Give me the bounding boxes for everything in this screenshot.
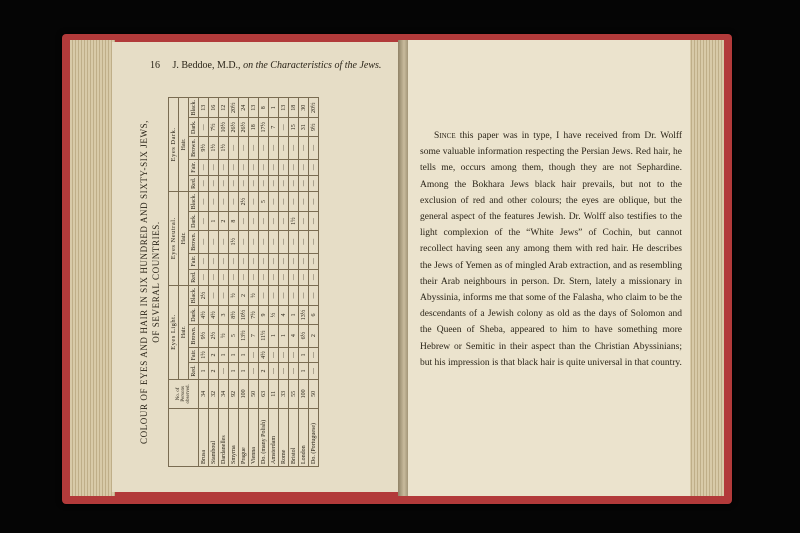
sub-header: Black. xyxy=(189,98,199,119)
table-row xyxy=(199,98,209,467)
value-cell: ½ xyxy=(269,306,279,325)
value-cell: — xyxy=(249,191,259,212)
value-cell: — xyxy=(259,230,269,253)
persons-cell: 34 xyxy=(219,379,229,409)
value-cell: 12 xyxy=(219,98,229,119)
persons-cell: 50 xyxy=(309,379,319,409)
value-cell: — xyxy=(259,175,269,191)
value-cell: 31 xyxy=(299,118,309,137)
value-cell: — xyxy=(279,285,289,306)
value-cell: 2 xyxy=(239,285,249,306)
persons-cell: 92 xyxy=(229,379,239,409)
value-cell: 26½ xyxy=(229,118,239,137)
value-cell: — xyxy=(219,175,229,191)
value-cell: — xyxy=(219,191,229,212)
value-cell: — xyxy=(269,269,279,285)
value-cell: 18 xyxy=(249,118,259,137)
value-cell: 5 xyxy=(229,324,239,347)
value-cell: 2½ xyxy=(209,324,219,347)
sub-header: Brown. xyxy=(189,230,199,253)
value-cell: 5 xyxy=(259,191,269,212)
value-cell: — xyxy=(269,363,279,379)
value-cell: — xyxy=(249,253,259,269)
value-cell: 7 xyxy=(269,118,279,137)
value-cell: 1 xyxy=(269,324,279,347)
page-edges-right xyxy=(688,40,724,496)
city-header xyxy=(169,409,199,467)
value-cell: — xyxy=(269,137,279,160)
value-cell: 2½ xyxy=(239,191,249,212)
value-cell: — xyxy=(219,285,229,306)
value-cell: 8½ xyxy=(229,306,239,325)
value-cell: 9½ xyxy=(199,137,209,160)
value-cell: — xyxy=(199,118,209,137)
value-cell: — xyxy=(279,253,289,269)
city-cell: Prague xyxy=(239,409,249,467)
table-title-line2: OF SEVERAL COUNTRIES. xyxy=(151,221,161,343)
value-cell: — xyxy=(309,159,319,175)
value-cell: — xyxy=(249,137,259,160)
value-cell: — xyxy=(309,253,319,269)
value-cell: — xyxy=(269,347,279,363)
sub-header: Black. xyxy=(189,191,199,212)
value-cell: — xyxy=(209,253,219,269)
value-cell: 18 xyxy=(289,98,299,119)
value-cell: — xyxy=(209,191,219,212)
value-cell: 4½ xyxy=(209,306,219,325)
value-cell: — xyxy=(309,285,319,306)
city-cell: Smyrna xyxy=(229,409,239,467)
table-row xyxy=(279,98,289,467)
value-cell: 7½ xyxy=(249,306,259,325)
value-cell: — xyxy=(279,175,289,191)
value-cell: 2 xyxy=(219,212,229,231)
table-title-line1: COLOUR OF EYES AND HAIR IN SIX HUNDRED AND SIXTY-SIX JEWS, xyxy=(139,119,149,445)
value-cell: — xyxy=(289,285,299,306)
persons-cell: 63 xyxy=(259,379,269,409)
header-title: on the Characteristics of the Jews. xyxy=(243,60,382,71)
sub-header: Dark. xyxy=(189,212,199,231)
table-row xyxy=(209,98,219,467)
table-row xyxy=(249,98,259,467)
value-cell: 1½ xyxy=(289,212,299,231)
value-cell: 1 xyxy=(209,212,219,231)
table-title xyxy=(138,97,162,467)
page-edges-left xyxy=(70,40,115,496)
value-cell: — xyxy=(299,230,309,253)
value-cell: — xyxy=(309,137,319,160)
value-cell: 1½ xyxy=(219,137,229,160)
value-cell: 8 xyxy=(229,212,239,231)
value-cell: — xyxy=(299,285,309,306)
value-cell: — xyxy=(309,269,319,285)
value-cell: — xyxy=(289,137,299,160)
value-cell: 13 xyxy=(249,98,259,119)
value-cell: — xyxy=(239,230,249,253)
value-cell: — xyxy=(199,191,209,212)
value-cell: 1 xyxy=(199,363,209,379)
value-cell: — xyxy=(289,269,299,285)
value-cell: 6½ xyxy=(299,324,309,347)
group-eyes-light: Eyes Light. xyxy=(169,285,179,379)
value-cell: ½ xyxy=(249,285,259,306)
value-cell: — xyxy=(289,363,299,379)
rotated-table-block xyxy=(136,97,386,467)
value-cell: — xyxy=(259,137,269,160)
value-cell: — xyxy=(239,212,249,231)
value-cell: — xyxy=(239,175,249,191)
group-eyes-dark: Eyes Dark. xyxy=(169,98,179,192)
value-cell: 4½ xyxy=(259,347,269,363)
value-cell: — xyxy=(289,347,299,363)
value-cell: — xyxy=(209,175,219,191)
value-cell: — xyxy=(249,269,259,285)
value-cell: — xyxy=(259,159,269,175)
value-cell: — xyxy=(279,118,289,137)
sub-header: Fair. xyxy=(189,347,199,363)
persons-cell: 33 xyxy=(279,379,289,409)
table-row xyxy=(219,98,229,467)
persons-header: No. of Persons observed. xyxy=(169,379,199,409)
data-table xyxy=(168,97,319,467)
sub-header: Fair. xyxy=(189,159,199,175)
value-cell: — xyxy=(279,230,289,253)
value-cell: — xyxy=(269,175,279,191)
value-cell: 10½ xyxy=(219,118,229,137)
header-author: J. Beddoe, M.D., xyxy=(172,60,241,71)
value-cell: — xyxy=(309,347,319,363)
value-cell: — xyxy=(199,269,209,285)
value-cell: — xyxy=(249,347,259,363)
value-cell: — xyxy=(279,347,289,363)
value-cell: 8 xyxy=(259,98,269,119)
value-cell: — xyxy=(299,137,309,160)
value-cell: — xyxy=(229,175,239,191)
value-cell: — xyxy=(279,363,289,379)
value-cell: 1 xyxy=(269,98,279,119)
value-cell: — xyxy=(279,159,289,175)
sub-header: Red. xyxy=(189,269,199,285)
sub-header: Red. xyxy=(189,363,199,379)
value-cell: 13½ xyxy=(299,306,309,325)
value-cell: — xyxy=(259,212,269,231)
value-cell: 1½ xyxy=(199,347,209,363)
city-cell: Bristol xyxy=(289,409,299,467)
value-cell: 13½ xyxy=(239,324,249,347)
value-cell: — xyxy=(229,137,239,160)
value-cell: — xyxy=(199,230,209,253)
value-cell: — xyxy=(299,159,309,175)
value-cell: 2 xyxy=(309,324,319,347)
value-cell: 1½ xyxy=(209,137,219,160)
value-cell: — xyxy=(239,269,249,285)
value-cell: 11½ xyxy=(259,324,269,347)
value-cell: 26½ xyxy=(239,118,249,137)
page-number: 16 xyxy=(150,60,160,71)
value-cell: 2 xyxy=(209,347,219,363)
table-row xyxy=(289,98,299,467)
table-row xyxy=(229,98,239,467)
value-cell: — xyxy=(269,212,279,231)
city-cell: Stamboul xyxy=(209,409,219,467)
persons-cell: 100 xyxy=(299,379,309,409)
value-cell: — xyxy=(219,253,229,269)
value-cell: — xyxy=(199,159,209,175)
value-cell: 16 xyxy=(209,98,219,119)
value-cell: — xyxy=(279,269,289,285)
value-cell: 10½ xyxy=(239,306,249,325)
value-cell: — xyxy=(199,212,209,231)
city-cell: Do. (Portuguese) xyxy=(309,409,319,467)
group-header-row xyxy=(169,98,179,467)
sub-header: Black. xyxy=(189,285,199,306)
value-cell: 13 xyxy=(199,98,209,119)
value-cell: — xyxy=(269,191,279,212)
value-cell: — xyxy=(219,230,229,253)
left-page xyxy=(112,42,400,492)
value-cell: — xyxy=(209,285,219,306)
value-cell: 17½ xyxy=(259,118,269,137)
table-body xyxy=(199,98,319,467)
paragraph-text: this paper was in type, I have received from Dr. Wolff some valuable information respecting the Persian Jews. Red hair, he tells me, occurs among them, though they are not Sephardine. Among the Bokhara Jews black hair prevails, but not to the exclusion of red and other colours; the eyes are oblique, but the general aspect of the features Jewish. Dr. Wolff also testifies to the light complexion of the “White Jews” of Cochin, but cannot recollect having seen any among them with red hair. He describes the Jews of Yemen as of mingled Arab extraction, and as resembling their Arab neighbours in person. Dr. Stern, lately a missionary in Abyssinia, informs me that some of the Falasha, who claim to be the descendants of a Jewish colony as old as the days of Solomon and the Queen of Sheba, appeared to him to have something more Hebrew or Semitic in their aspect than the Christian Abyssinians; but his impression is that black hair is quite universal in that country. xyxy=(420,131,683,368)
persons-cell: 34 xyxy=(199,379,209,409)
value-cell: — xyxy=(309,191,319,212)
value-cell: — xyxy=(249,212,259,231)
hair-label: Hair. xyxy=(179,285,189,379)
value-cell: — xyxy=(259,269,269,285)
sub-header: Dark. xyxy=(189,306,199,325)
value-cell: 1 xyxy=(239,347,249,363)
table-row xyxy=(259,98,269,467)
value-cell: — xyxy=(299,253,309,269)
value-cell: — xyxy=(209,230,219,253)
body-text xyxy=(420,128,682,371)
value-cell: — xyxy=(259,253,269,269)
city-cell: Brusa xyxy=(199,409,209,467)
table-row xyxy=(299,98,309,467)
value-cell: — xyxy=(209,269,219,285)
sub-header: Dark. xyxy=(189,118,199,137)
sub-header: Brown. xyxy=(189,324,199,347)
value-cell: 9½ xyxy=(309,118,319,137)
body-paragraph xyxy=(420,128,682,371)
value-cell: — xyxy=(269,285,279,306)
table-row xyxy=(269,98,279,467)
value-cell: — xyxy=(309,363,319,379)
value-cell: — xyxy=(279,137,289,160)
value-cell: — xyxy=(309,212,319,231)
page-header xyxy=(150,60,381,71)
table-row xyxy=(239,98,249,467)
value-cell: 1½ xyxy=(229,230,239,253)
hair-label: Hair. xyxy=(179,191,189,285)
value-cell: 15 xyxy=(289,118,299,137)
value-cell: 6 xyxy=(309,306,319,325)
value-cell: 24 xyxy=(239,98,249,119)
sub-header: Red. xyxy=(189,175,199,191)
value-cell: 1 xyxy=(289,306,299,325)
value-cell: — xyxy=(299,191,309,212)
value-cell: — xyxy=(249,175,259,191)
value-cell: 4 xyxy=(289,324,299,347)
city-cell: Do. (many Polish) xyxy=(259,409,269,467)
table-row xyxy=(309,98,319,467)
value-cell: 2 xyxy=(259,363,269,379)
value-cell: ½ xyxy=(229,285,239,306)
value-cell: — xyxy=(279,212,289,231)
group-eyes-neutral: Eyes Neutral. xyxy=(169,191,179,285)
value-cell: — xyxy=(289,159,299,175)
value-cell: — xyxy=(239,159,249,175)
value-cell: 9 xyxy=(259,306,269,325)
city-cell: Vienna xyxy=(249,409,259,467)
value-cell: — xyxy=(209,159,219,175)
value-cell: 1 xyxy=(299,347,309,363)
sub-header: Brown. xyxy=(189,137,199,160)
persons-cell: 32 xyxy=(209,379,219,409)
value-cell: — xyxy=(309,230,319,253)
value-cell: — xyxy=(299,175,309,191)
value-cell: — xyxy=(229,269,239,285)
value-cell: — xyxy=(219,363,229,379)
value-cell: — xyxy=(199,175,209,191)
value-cell: ½ xyxy=(219,324,229,347)
value-cell: — xyxy=(219,269,229,285)
city-cell: Amsterdam xyxy=(269,409,279,467)
value-cell: — xyxy=(269,230,279,253)
value-cell: — xyxy=(299,269,309,285)
value-cell: 3 xyxy=(219,306,229,325)
right-page xyxy=(408,40,690,496)
value-cell: 4½ xyxy=(199,306,209,325)
value-cell: — xyxy=(289,230,299,253)
value-cell: 20½ xyxy=(229,98,239,119)
lead-word: Since xyxy=(434,131,456,141)
value-cell: 13 xyxy=(279,98,289,119)
city-cell: London xyxy=(299,409,309,467)
value-cell: 7 xyxy=(249,324,259,347)
value-cell: — xyxy=(309,175,319,191)
value-cell: — xyxy=(259,285,269,306)
value-cell: — xyxy=(269,253,279,269)
value-cell: — xyxy=(249,230,259,253)
value-cell: 1 xyxy=(299,363,309,379)
city-cell: Dardanelles xyxy=(219,409,229,467)
value-cell: — xyxy=(219,159,229,175)
value-cell: 1 xyxy=(229,347,239,363)
value-cell: 1 xyxy=(219,347,229,363)
city-cell: Rome xyxy=(279,409,289,467)
value-cell: — xyxy=(229,191,239,212)
value-cell: — xyxy=(249,159,259,175)
value-cell: — xyxy=(289,175,299,191)
value-cell: 9½ xyxy=(199,324,209,347)
value-cell: 7½ xyxy=(209,118,219,137)
sub-header: Fair. xyxy=(189,253,199,269)
persons-cell: 55 xyxy=(289,379,299,409)
value-cell: 2 xyxy=(209,363,219,379)
value-cell: 4 xyxy=(279,306,289,325)
value-cell: — xyxy=(289,191,299,212)
value-cell: 1 xyxy=(229,363,239,379)
value-cell: — xyxy=(239,137,249,160)
persons-cell: 11 xyxy=(269,379,279,409)
value-cell: — xyxy=(239,253,249,269)
value-cell: — xyxy=(199,253,209,269)
value-cell: — xyxy=(279,191,289,212)
value-cell: — xyxy=(229,159,239,175)
value-cell: — xyxy=(289,253,299,269)
value-cell: — xyxy=(269,159,279,175)
value-cell: 30 xyxy=(299,98,309,119)
value-cell: 20½ xyxy=(309,98,319,119)
value-cell: 1 xyxy=(279,324,289,347)
value-cell: 2½ xyxy=(199,285,209,306)
value-cell: 1 xyxy=(239,363,249,379)
persons-cell: 50 xyxy=(249,379,259,409)
hair-label: Hair. xyxy=(179,98,189,192)
value-cell: — xyxy=(229,253,239,269)
persons-cell: 100 xyxy=(239,379,249,409)
value-cell: — xyxy=(249,363,259,379)
value-cell: — xyxy=(299,212,309,231)
